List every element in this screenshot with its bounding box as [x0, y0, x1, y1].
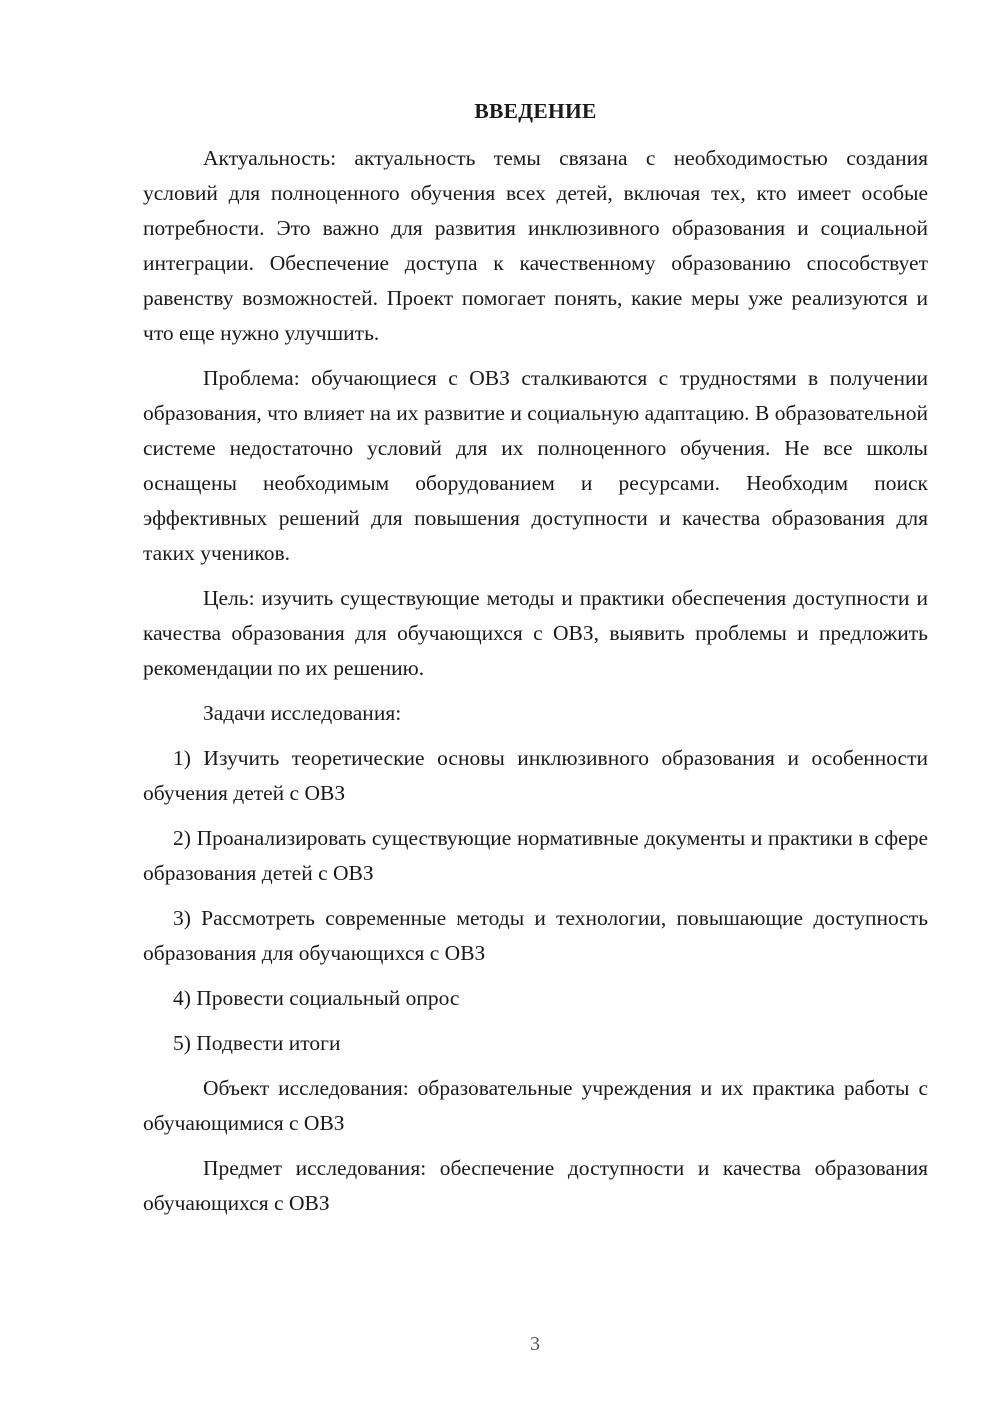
list-item: 3) Рассмотреть современные методы и технологии, повышающие доступность образования для обучающихся с ОВЗ	[143, 906, 928, 965]
goal-paragraph: Цель: изучить существующие методы и практики обеспечения доступности и качества образования для обучающихся с ОВЗ, выявить проблемы и предложить рекомендации по их решению.	[143, 586, 928, 680]
page-number: 3	[530, 1333, 540, 1355]
list-item: 4) Провести социальный опрос	[173, 986, 460, 1010]
list-item: 2) Проанализировать существующие нормативные документы и практики в сфере образования детей с ОВЗ	[143, 826, 928, 885]
tasks-heading: Задачи исследования:	[203, 701, 402, 725]
list-item: 1) Изучить теоретические основы инклюзивного образования и особенности обучения детей с ОВЗ	[143, 746, 928, 805]
object-paragraph: Объект исследования: образовательные учреждения и их практика работы с обучающимися с ОВЗ	[143, 1076, 928, 1135]
tasks-list	[143, 741, 928, 1061]
relevance-paragraph: Актуальность: актуальность темы связана с необходимостью создания условий для полноценного обучения всех детей, включая тех, кто имеет особые потребности. Это важно для развития инклюзивного образования и социальной интеграции. Обеспечение доступа к качественному образованию способствует равенству возможностей. Проект помогает понять, какие меры уже реализуются и что еще нужно улучшить.	[143, 146, 928, 345]
problem-paragraph: Проблема: обучающиеся с ОВЗ сталкиваются с трудностями в получении образования, что влияет на их развитие и социальную адаптацию. В образовательной системе недостаточно условий для их полноценного обучения. Не все школы оснащены необходимым оборудованием и ресурсами. Необходим поиск эффективных решений для повышения доступности и качества образования для таких учеников.	[143, 366, 928, 565]
document-page	[143, 96, 928, 1231]
page-title: ВВЕДЕНИЕ	[474, 99, 597, 123]
list-item: 5) Подвести итоги	[173, 1031, 341, 1055]
subject-paragraph: Предмет исследования: обеспечение доступности и качества образования обучающихся с ОВЗ	[143, 1156, 928, 1215]
